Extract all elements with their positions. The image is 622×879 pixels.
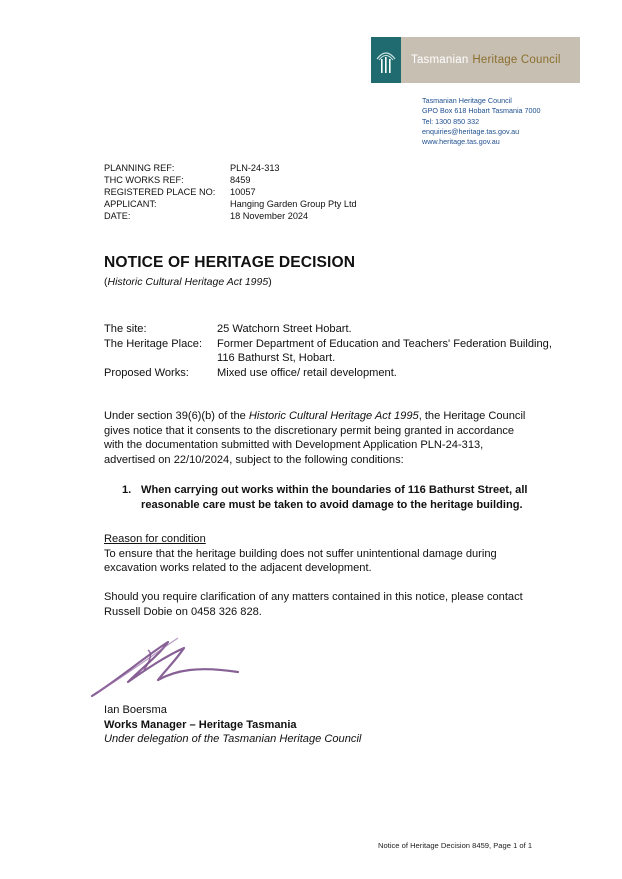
ref-row bbox=[104, 174, 357, 186]
subtitle-act: Historic Cultural Heritage Act 1995 bbox=[107, 276, 269, 288]
subtitle-close: ) bbox=[268, 276, 272, 288]
proposed-works-value: Mixed use office/ retail development. bbox=[217, 366, 397, 379]
proposed-works-row bbox=[104, 366, 552, 381]
site-value: 25 Watchorn Street Hobart. bbox=[217, 323, 352, 335]
contact-address: GPO Box 618 Hobart Tasmania 7000 bbox=[422, 106, 541, 116]
ref-label: DATE: bbox=[104, 211, 131, 222]
signature-image bbox=[88, 630, 248, 707]
body-paragraph bbox=[104, 409, 534, 467]
logo-mark-icon bbox=[371, 37, 401, 83]
ref-label: THC WORKS REF: bbox=[104, 175, 184, 186]
condition-text: When carrying out works within the boundaries of 116 Bathurst Street, all reasonable care must be taken to avoid damage to the heritage building. bbox=[141, 484, 528, 511]
ref-row bbox=[104, 162, 357, 174]
signature-icon bbox=[88, 630, 248, 702]
page-subtitle bbox=[104, 276, 272, 288]
signer-delegation-text: Under delegation of the Tasmanian Heritage Council bbox=[104, 733, 362, 745]
heritage-place-value bbox=[217, 337, 552, 366]
site-row bbox=[104, 322, 552, 337]
logo-name-part2: Heritage Council bbox=[472, 54, 561, 66]
ref-value: PLN-24-313 bbox=[230, 163, 280, 173]
logo-name-part1: Tasmanian bbox=[411, 54, 469, 66]
condition-item bbox=[122, 483, 534, 512]
logo bbox=[371, 37, 580, 83]
contact-org: Tasmanian Heritage Council bbox=[422, 96, 512, 105]
signer-delegation bbox=[104, 732, 361, 747]
body-post: , the Heritage Council gives notice that it consents to the discretionary permit being granted in accordance with the documentation submitted with Development Application PLN-24-313, advertised on 22/10/2024, subject to the following conditions: bbox=[104, 410, 526, 466]
page-footer: Notice of Heritage Decision 8459, Page 1 of 1 bbox=[378, 841, 533, 850]
heritage-place-line2: 116 Bathurst St, Hobart. bbox=[217, 352, 336, 364]
body-pre: Under section 39(6)(b) of the bbox=[104, 410, 249, 422]
contact-web[interactable]: www.heritage.tas.gov.au bbox=[422, 137, 500, 147]
heritage-place-line1: Former Department of Education and Teachers' Federation Building, bbox=[217, 337, 552, 350]
ref-label: PLANNING REF: bbox=[104, 163, 175, 173]
site-label: The site: bbox=[104, 323, 147, 335]
ref-value: 10057 bbox=[230, 187, 256, 198]
ref-row bbox=[104, 210, 357, 222]
reason-block bbox=[104, 532, 534, 576]
ref-value: 8459 bbox=[230, 175, 251, 186]
ref-label: REGISTERED PLACE NO: bbox=[104, 187, 216, 198]
condition-number: 1. bbox=[122, 484, 132, 496]
contact-email[interactable]: enquiries@heritage.tas.gov.au bbox=[422, 126, 520, 136]
contact-tel: Tel: 1300 850 332 bbox=[422, 116, 480, 126]
reference-block bbox=[104, 162, 357, 222]
proposed-works-label: Proposed Works: bbox=[104, 366, 189, 379]
subtitle-open: ( bbox=[104, 276, 108, 288]
reason-text: To ensure that the heritage building does not suffer unintentional damage during excavation works related to the adjacent development. bbox=[104, 547, 497, 574]
reason-title: Reason for condition bbox=[104, 533, 206, 545]
ref-row bbox=[104, 186, 357, 198]
heritage-place-row bbox=[104, 337, 552, 366]
clarification-paragraph: Should you require clarification of any matters contained in this notice, please contact Russell Dobie on 0458 326 828. bbox=[104, 591, 523, 618]
signer-role: Works Manager – Heritage Tasmania bbox=[104, 718, 297, 731]
contact-block bbox=[422, 96, 541, 147]
page-title: NOTICE OF HERITAGE DECISION bbox=[104, 254, 356, 271]
signer-name: Ian Boersma bbox=[104, 704, 167, 716]
heritage-place-label: The Heritage Place: bbox=[104, 337, 203, 350]
ref-row bbox=[104, 198, 357, 210]
signer-block bbox=[104, 703, 361, 747]
body-act: Historic Cultural Heritage Act 1995 bbox=[248, 410, 419, 422]
site-details bbox=[104, 322, 552, 380]
ref-value: Hanging Garden Group Pty Ltd bbox=[230, 199, 357, 210]
logo-text bbox=[401, 37, 580, 83]
ref-value: 18 November 2024 bbox=[230, 211, 309, 222]
ref-label: APPLICANT: bbox=[104, 199, 157, 210]
